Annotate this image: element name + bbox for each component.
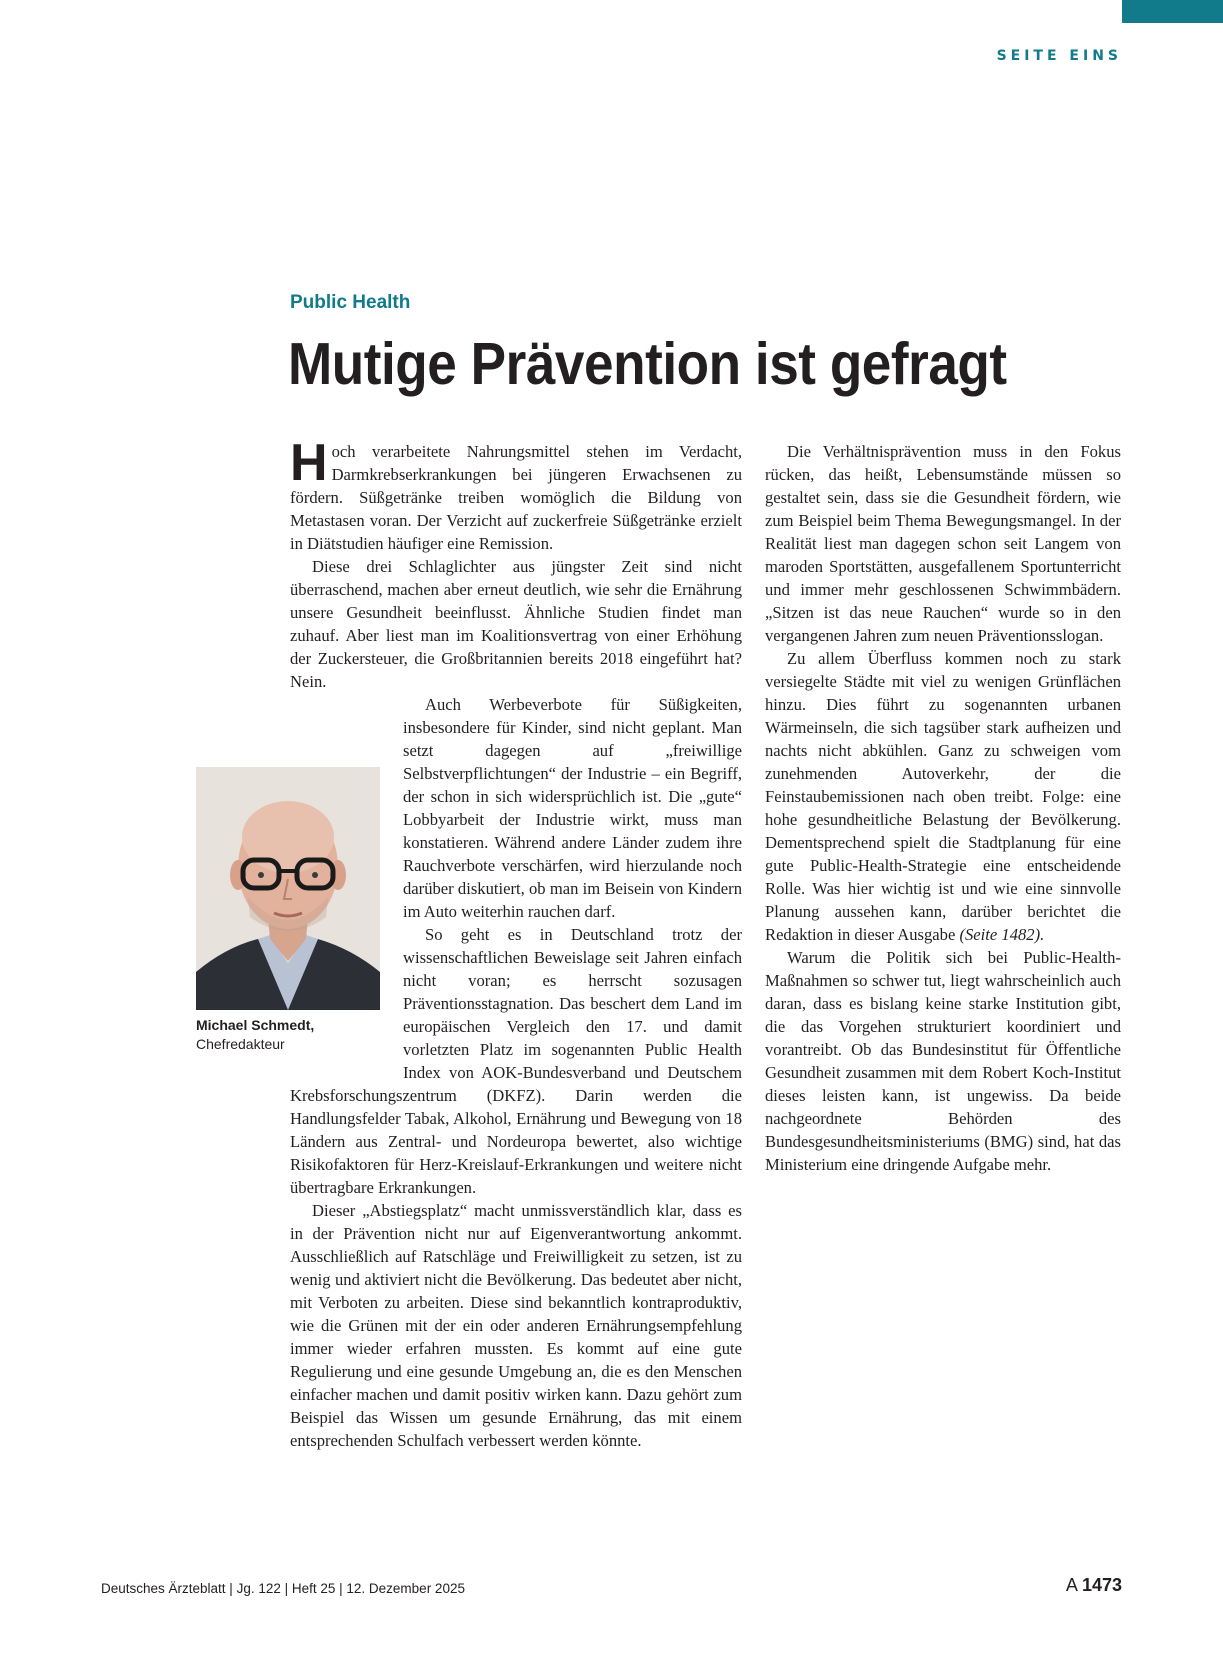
drop-cap: H (290, 434, 328, 492)
footer-citation: Deutsches Ärzteblatt | Jg. 122 | Heft 25 | 12. Dezember 2025 (101, 1581, 465, 1596)
author-portrait (196, 767, 380, 1010)
article-title: Mutige Prävention ist gefragt (288, 331, 1007, 397)
paragraph-6: Die Verhältnisprävention muss in den Fokus rücken, das heißt, Lebensumstände müssen so gestaltet sein, dass sie die Gesundheit fördern, wie zum Beispiel beim Thema Bewegungsmangel. In der Realität liest man dagegen schon seit Langem von maroden Sportstätten, ausgefallenem Sportunterricht und immer mehr geschlossenen Schwimmbädern. „Sitzen ist das neue Rauchen“ wurde so in den vergangenen Jahren zum neuen Präventionsslogan. (765, 442, 1121, 645)
author-name: Michael Schmedt, (196, 1017, 315, 1033)
section-label: SEITE EINS (996, 48, 1122, 64)
paragraph-4: So geht es in Deutschland trotz der wissenschaftlichen Beweislage seit Jahren einfach nicht voran; es herrscht sozusagen Präventionsstagnation. Das beschert dem Land im europäischen Vergleich den 17. und damit vorletzten Platz im sogenannten Public Health Index von AOK-Bundesverband und Deutschem Krebsforschungszentrum (DKFZ). Darin werden die Handlungsfelder Tabak, Alkohol, Ernährung und Bewegung von 18 Ländern aus Zentral- und Nordeuropa bewertet, also wichtige Risikofaktoren für Herz-Kreislauf-Erkrankungen und weitere nicht übertragbare Erkrankungen. (290, 925, 742, 1197)
author-role: Chefredakteur (196, 1036, 285, 1052)
paragraph-3: Auch Werbeverbote für Süßigkeiten, insbesondere für Kinder, sind nicht geplant. Man setzt dagegen auf „freiwillige Selbstverpflichtungen“ der Industrie – ein Begriff, der schon in sich widersprüchlich ist. Die „gute“ Lobbyarbeit der Industrie wirkt, muss man konstatieren. Während andere Länder zudem ihre Rauchverbote verschärfen, wird hierzulande noch darüber diskutiert, ob man im Beisein von Kindern im Auto weiterhin rauchen darf. (403, 695, 742, 921)
paragraph-2: Diese drei Schlaglichter aus jüngster Zeit sind nicht überraschend, machen aber erneut deutlich, wie sehr die Ernährung unsere Gesundheit beeinflusst. Ähnliche Studien findet man zuhauf. Aber liest man im Koalitionsvertrag von einer Erhöhung der Zuckersteuer, die Großbritannien bereits 2018 eingeführt hat? Nein. (290, 557, 742, 691)
paragraph-5: Dieser „Abstiegsplatz“ macht unmissverständlich klar, dass es in der Prävention nicht nur auf Eigenverantwortung ankommt. Ausschließlich auf Ratschläge und Freiwilligkeit zu setzen, ist zu wenig und aktiviert nicht die Bevölkerung. Das bedeutet aber nicht, mit Verboten zu arbeiten. Diese sind bekanntlich kontraproduktiv, wie die Grünen mit der ein oder anderen Ernährungsempfehlung immer wieder erfahren mussten. Es kommt auf eine gute Regulierung und eine gesunde Umgebung an, die es den Menschen einfacher machen und damit positiv wirken kann. Dazu gehört zum Beispiel das Wissen um gesunde Ernährung, das mit einem entsprechenden Schulfach verbessert werden könnte. (290, 1201, 742, 1450)
paragraph-1: Hoch verarbeitete Nahrungsmittel stehen im Verdacht, Darmkrebserkrankungen bei jüngeren Erwachsenen zu fördern. Süßgetränke treiben womöglich die Bildung von Metastasen voran. Der Verzicht auf zuckerfreie Süßgetränke erzielt in Diätstudien häufiger eine Remission. (290, 434, 742, 553)
paragraph-7: Zu allem Überfluss kommen noch zu stark versiegelte Städte mit viel zu wenigen Grünflächen hinzu. Dies führt zu sogenannten urbanen Wärmeinseln, die sich tagsüber stark aufheizen und nachts nicht abkühlen. Ganz zu schweigen vom zunehmenden Autoverkehr, der die Feinstaubemissionen nach oben treibt. Folge: eine hohe gesundheitliche Belastung der Bevölkerung. Dementsprechend spielt die Stadtplanung für eine gute Public-Health-Strategie eine entscheidende Rolle. Was hier wichtig ist und wie eine sinnvolle Planung aussehen kann, darüber berichtet die Redaktion in dieser Ausgabe (Seite 1482). (765, 649, 1121, 944)
article-kicker: Public Health (290, 292, 411, 313)
page-number: A 1473 (1065, 1575, 1122, 1595)
accent-bar (1122, 0, 1223, 23)
article-column-right (765, 440, 1121, 1176)
paragraph-8: Warum die Politik sich bei Public-Health-Maßnahmen so schwer tut, liegt wahrscheinlich auch daran, dass es bislang keine starke Institution gibt, die das Vorgehen strukturiert koordiniert und vorantreibt. Ob das Bundesinstitut für Öffentliche Gesundheit zusammen mit dem Robert Koch-Institut dieses leisten kann, ist ungewiss. Da beide nachgeordnete Behörden des Bundesgesundheitsministeriums (BMG) sind, hat das Ministerium eine dringende Aufgabe mehr. (765, 948, 1121, 1174)
page-reference: (Seite 1482). (959, 925, 1045, 944)
